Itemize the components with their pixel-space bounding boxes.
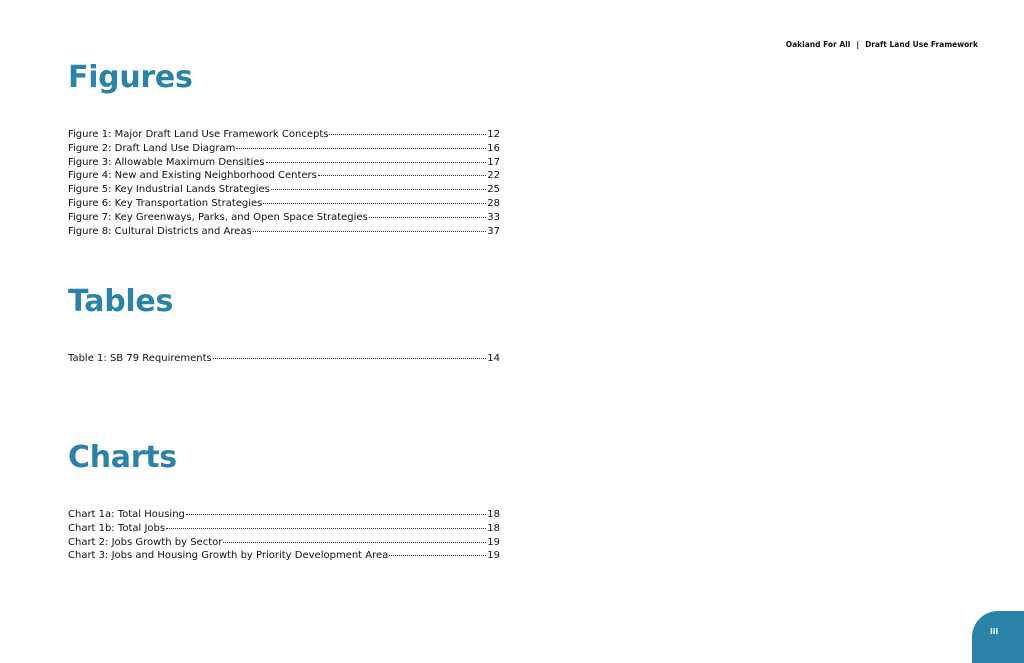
- charts-heading: Charts: [68, 440, 177, 475]
- toc-entry[interactable]: [68, 211, 500, 225]
- dot-leader: [186, 514, 486, 515]
- toc-entry[interactable]: [68, 156, 500, 170]
- dot-leader: [329, 134, 486, 135]
- toc-entry[interactable]: [68, 352, 500, 366]
- toc-entry-page: 12: [487, 129, 500, 140]
- dot-leader: [263, 203, 486, 204]
- figures-section: [68, 60, 500, 238]
- toc-entry-label: Figure 7: Key Greenways, Parks, and Open Space Strategies: [68, 211, 368, 223]
- running-header: [786, 40, 978, 49]
- dot-leader: [271, 189, 486, 190]
- toc-entry[interactable]: [68, 128, 500, 142]
- tables-list: [68, 352, 500, 366]
- dot-leader: [223, 542, 486, 543]
- toc-entry-page: 17: [487, 156, 500, 168]
- tables-section: [68, 284, 500, 366]
- toc-entry-page: 33: [487, 211, 500, 223]
- toc-entry[interactable]: [68, 536, 500, 550]
- toc-entry-label: Chart 3: Jobs and Housing Growth by Priority Development Area: [68, 550, 389, 562]
- page-number: iii: [990, 627, 999, 636]
- dot-leader: [236, 148, 486, 149]
- dot-leader: [166, 528, 486, 529]
- toc-entry-page: 22: [487, 170, 500, 182]
- toc-entry[interactable]: [68, 522, 500, 536]
- toc-entry-page: 14: [487, 353, 500, 364]
- header-doc-title: Draft Land Use Framework: [865, 40, 978, 49]
- figures-heading: Figures: [68, 60, 193, 95]
- toc-entry-label: Figure 5: Key Industrial Lands Strategies: [68, 184, 270, 196]
- toc-entry[interactable]: [68, 197, 500, 211]
- page-number-tab: [972, 611, 1024, 663]
- toc-entry-page: 18: [487, 522, 500, 534]
- toc-entry-label: Figure 2: Draft Land Use Diagram: [68, 142, 236, 154]
- toc-entry-label: Figure 4: New and Existing Neighborhood Centers: [68, 170, 317, 182]
- toc-entry-page: 37: [487, 225, 500, 237]
- toc-entry-label: Figure 1: Major Draft Land Use Framework Concepts: [68, 129, 329, 140]
- toc-entry-label: Chart 1b: Total Jobs: [68, 522, 166, 534]
- dot-leader: [213, 358, 487, 359]
- toc-entry-page: 16: [487, 142, 500, 154]
- toc-entry[interactable]: [68, 508, 500, 522]
- dot-leader: [318, 175, 486, 176]
- toc-entry-label: Chart 2: Jobs Growth by Sector: [68, 536, 223, 548]
- toc-entry-page: 19: [487, 550, 500, 562]
- toc-entry-page: 18: [487, 509, 500, 520]
- toc-entry-label: Figure 6: Key Transportation Strategies: [68, 197, 263, 209]
- dot-leader: [369, 217, 486, 218]
- dot-leader: [253, 231, 487, 232]
- dot-leader: [389, 555, 486, 556]
- toc-entry-page: 19: [487, 536, 500, 548]
- toc-entry-label: Chart 1a: Total Housing: [68, 509, 185, 520]
- toc-entry-page: 25: [487, 184, 500, 196]
- charts-list: [68, 508, 500, 563]
- toc-entry[interactable]: [68, 169, 500, 183]
- tables-heading: Tables: [68, 284, 174, 319]
- figures-list: [68, 128, 500, 238]
- toc-entry[interactable]: [68, 183, 500, 197]
- charts-section: [68, 440, 500, 563]
- header-org: Oakland For All: [785, 40, 851, 49]
- header-separator: |: [856, 40, 860, 49]
- toc-entry[interactable]: [68, 225, 500, 239]
- toc-entry[interactable]: [68, 142, 500, 156]
- toc-entry-page: 28: [487, 197, 500, 209]
- toc-entry[interactable]: [68, 549, 500, 563]
- toc-entry-label: Figure 8: Cultural Districts and Areas: [68, 225, 252, 237]
- dot-leader: [266, 162, 487, 163]
- toc-entry-label: Table 1: SB 79 Requirements: [68, 353, 212, 364]
- toc-entry-label: Figure 3: Allowable Maximum Densities: [68, 156, 265, 168]
